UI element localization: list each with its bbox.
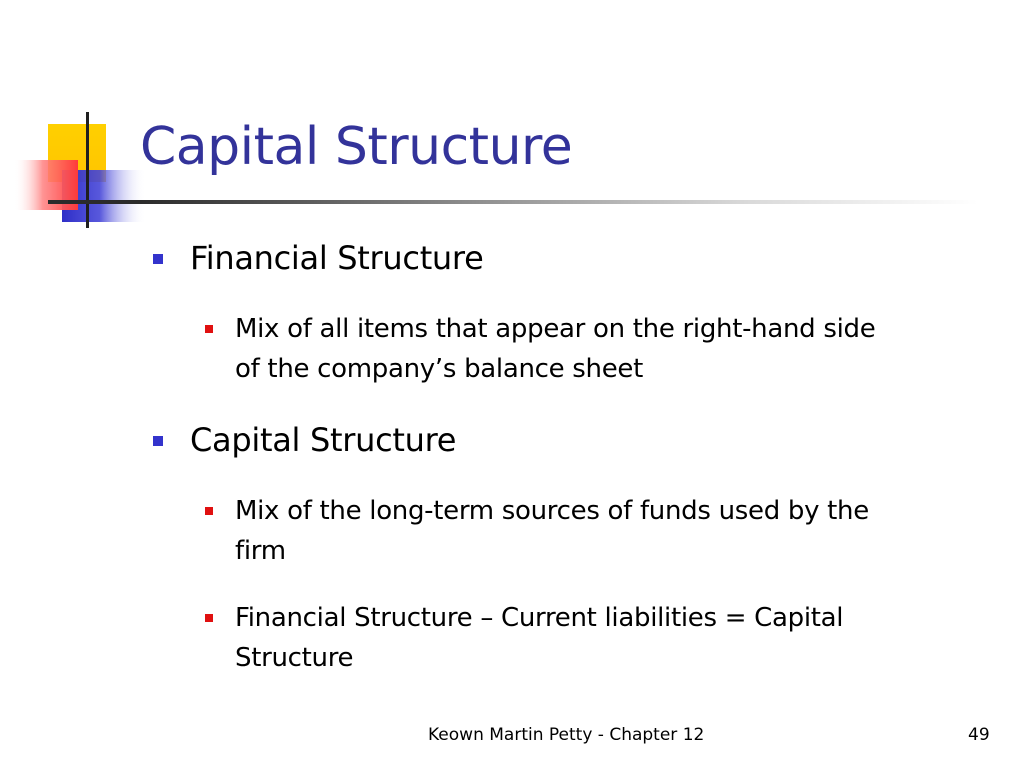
sub-bullet-mix-of-items — [235, 309, 875, 389]
bullet-capital-structure — [190, 420, 456, 460]
level1-bullet-icon — [153, 254, 163, 264]
level1-bullet-icon — [153, 436, 163, 446]
sub-bullet-line: Financial Structure – Current liabilities = Capital — [235, 603, 844, 633]
bullet-text: Capital Structure — [190, 421, 457, 459]
slide-title: Capital Structure — [140, 117, 573, 177]
level2-bullet-icon — [205, 614, 213, 622]
sub-bullet-long-term-sources — [235, 491, 869, 571]
sub-bullet-line: Mix of the long-term sources of funds used by the — [235, 496, 869, 526]
bullet-financial-structure — [190, 238, 483, 278]
sub-bullet-line: Mix of all items that appear on the right-hand side — [235, 314, 876, 344]
sub-bullet-line: of the company’s balance sheet — [235, 354, 644, 384]
sub-bullet-line: firm — [235, 536, 286, 566]
level2-bullet-icon — [205, 507, 213, 515]
bullet-text: Financial Structure — [190, 239, 484, 277]
page-number: 49 — [968, 725, 990, 745]
level2-bullet-icon — [205, 325, 213, 333]
footer-citation: Keown Martin Petty - Chapter 12 — [428, 725, 705, 745]
sub-bullet-line: Structure — [235, 643, 354, 673]
sub-bullet-capital-formula — [235, 598, 843, 678]
